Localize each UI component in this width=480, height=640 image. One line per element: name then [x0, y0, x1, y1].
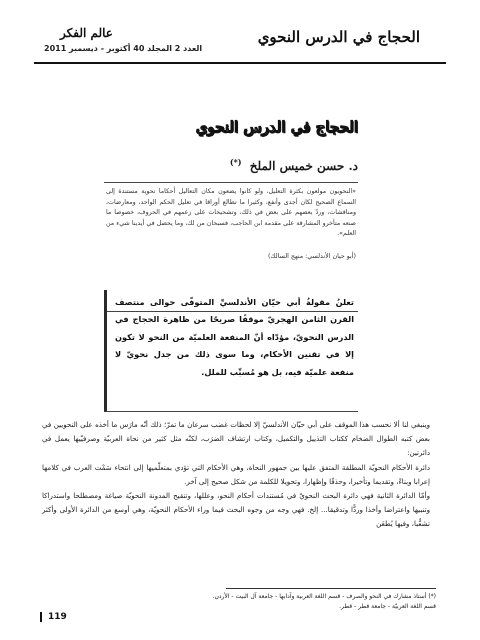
footnote-item: قسم اللغة العربيّة - جامعة قطر - قطر. [339, 603, 436, 610]
epigraph-source: (أبو حيان الأندلسي: منهج السالك) [268, 252, 356, 260]
issue-info: العدد 2 المجلد 40 أكتوبر - ديسمبر 2011 [44, 44, 203, 53]
footnotes [48, 592, 436, 612]
author-line [118, 157, 358, 173]
footnote-item: (*) أستاذ مشارك في النحو والصرف - قسم اللغة العربية وآدابها - جامعة آل البيت - الأردن. [212, 593, 436, 600]
pull-quote-text: تعلنُ مقولةُ أبي حيّان الأندلسيِّ المتوفّى حوالى منتصف القرن الثامن الهجريّ موقفًا صريحًا من ظاهرة الحجاج في الدرس النحويّ، مؤدّاه أنّ المنفعة العلميّة من النحو لا تكون إلا في تقنين الأحكام، وما سوى ذلك من جدل نحويّ لا منفعة علميّة فيه، بل هو مُسبِّب للملل. [115, 297, 354, 377]
body-text [42, 418, 430, 532]
epigraph-text: «النحويون مولعون بكثرة التعليل، ولو كانوا يضعون مكان التعاليل أحكاما نحوية مستندة إلى السماع الصحيح لكان أجدى وأنفع، وكثيرا ما تطالع أوراقا في تعليل الحكم الواحد، ومعارضات، ومناقشات، وردّ بعضهم على بعض في ذلك، وتشحيحات على زعمهم في الحروف، خصوصا ما صنعه متأخرو المشارقة على مقدمة ابن الحاجب، فسبحان من لك، وما يحصل في أيدينا شيء من العلم». [106, 188, 356, 238]
body-paragraph: دائرة الأحكام النحويّة المطلقة المتفق عليها بين جمهور النحاة، وهي الأحكام التي تؤدي بمتعلّميها إلى انتحاء سَمْت العرب في كلامها إعرابا وبناءً، وتقديما وتأخيرا، وحذفًا وإظهارا، وتحويلا للكلمة من شكل صحيح إلى آخر. [42, 462, 430, 486]
body-paragraph: وأمّا الدائرة الثانية فهي دائرة البحث النحويّ في مُستندات أحكام النحو، وعللها، وتنقيح المدونة النحويّة صياغة ومصطلحا واستدراكا وتنبيها واعتراضا وأخذا وردًّا وتدقيقا... إلخ. فهي وجه من وجوه البحث فيما وراء الأحكام النحويّة، وهي أوسع من الدائرة الأولى وأكثر تشعُّبا، وفيها يُطعَن [42, 491, 430, 529]
author-name: د. حسن خميس الملخ [249, 159, 358, 173]
pull-quote [104, 290, 358, 412]
body-paragraph: وينبغي لنا ألا نحسب هذا الموقف على أبي حيّان الأندلسيّ إلا لحظات غضب سرعان ما تمرّ؛ ذلك أنّه مارَس ما أخذه على النحويين في بعض كتبه الطوال الضخام ككتاب التذييل والتكميل، وكتاب ارتشاف الضرَب، لكنّه مثل كثير من نحاة العربيّة وصرفيّيها يعمل في دائرتين: [42, 420, 430, 458]
article-title: الحجاج في الدرس النحوي [195, 118, 358, 136]
header-rule [34, 62, 446, 64]
journal-name: عالم الفكر [60, 26, 113, 40]
author-footnote-mark: (*) [229, 157, 242, 167]
footnote-rule [226, 588, 436, 589]
page-number: 119 [40, 612, 67, 622]
running-title: الحجاج في الدرس النحوي [257, 28, 420, 46]
